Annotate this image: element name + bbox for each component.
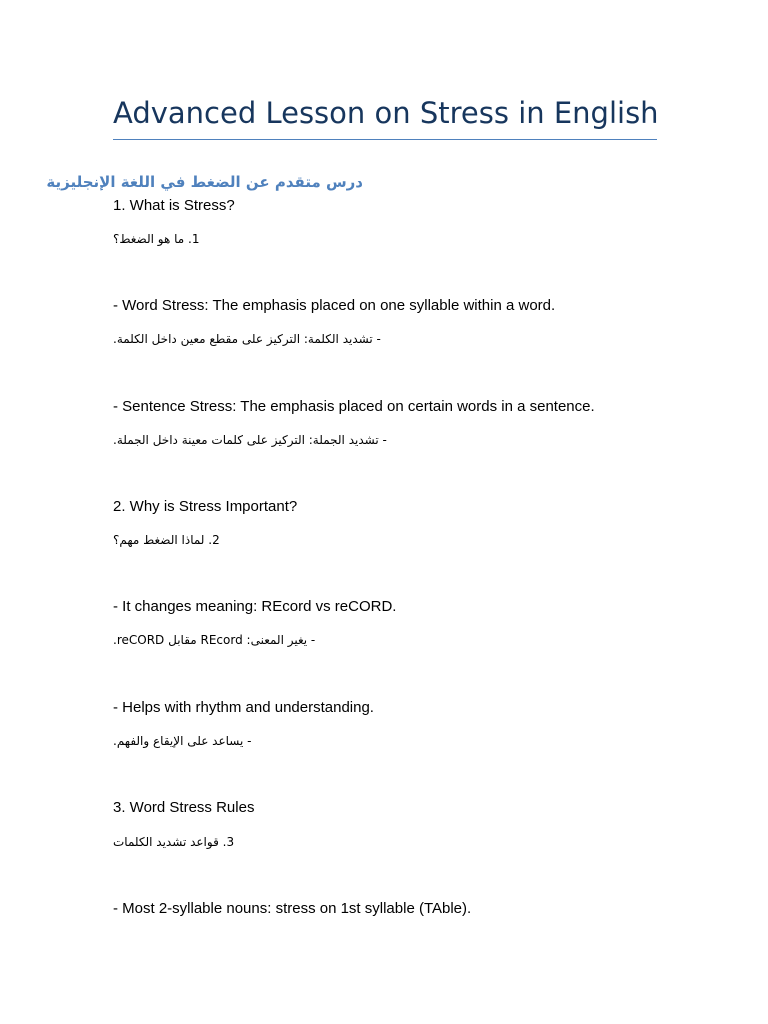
section-3-heading: 3. Word Stress Rules (113, 799, 255, 816)
page-title: Advanced Lesson on Stress in English (113, 96, 659, 130)
section-2-heading: 2. Why is Stress Important? (113, 498, 298, 515)
rhythm-point-arabic: - يساعد على الإيقاع والفهم. (113, 734, 252, 748)
section-1-heading: 1. What is Stress? (113, 197, 235, 214)
word-stress-definition-arabic: - تشديد الكلمة: التركيز على مقطع معين داخل الكلمة. (113, 332, 381, 346)
title-underline (113, 139, 657, 140)
arabic-subtitle: درس متقدم عن الضغط في اللغة الإنجليزية (46, 173, 363, 191)
noun-stress-rule: - Most 2-syllable nouns: stress on 1st syllable (TAble). (113, 900, 472, 917)
rhythm-point: - Helps with rhythm and understanding. (113, 699, 374, 716)
section-1-heading-arabic: 1. ما هو الضغط؟ (113, 232, 200, 246)
section-3-heading-arabic: 3. قواعد تشديد الكلمات (113, 835, 235, 849)
meaning-change-point-arabic: - يغير المعنى: REcord مقابل reCORD. (113, 633, 316, 647)
word-stress-definition: - Word Stress: The emphasis placed on one syllable within a word. (113, 297, 556, 314)
meaning-change-point: - It changes meaning: REcord vs reCORD. (113, 598, 397, 615)
sentence-stress-definition: - Sentence Stress: The emphasis placed on certain words in a sentence. (113, 398, 595, 415)
sentence-stress-definition-arabic: - تشديد الجملة: التركيز على كلمات معينة داخل الجملة. (113, 433, 387, 447)
section-2-heading-arabic: 2. لماذا الضغط مهم؟ (113, 533, 220, 547)
